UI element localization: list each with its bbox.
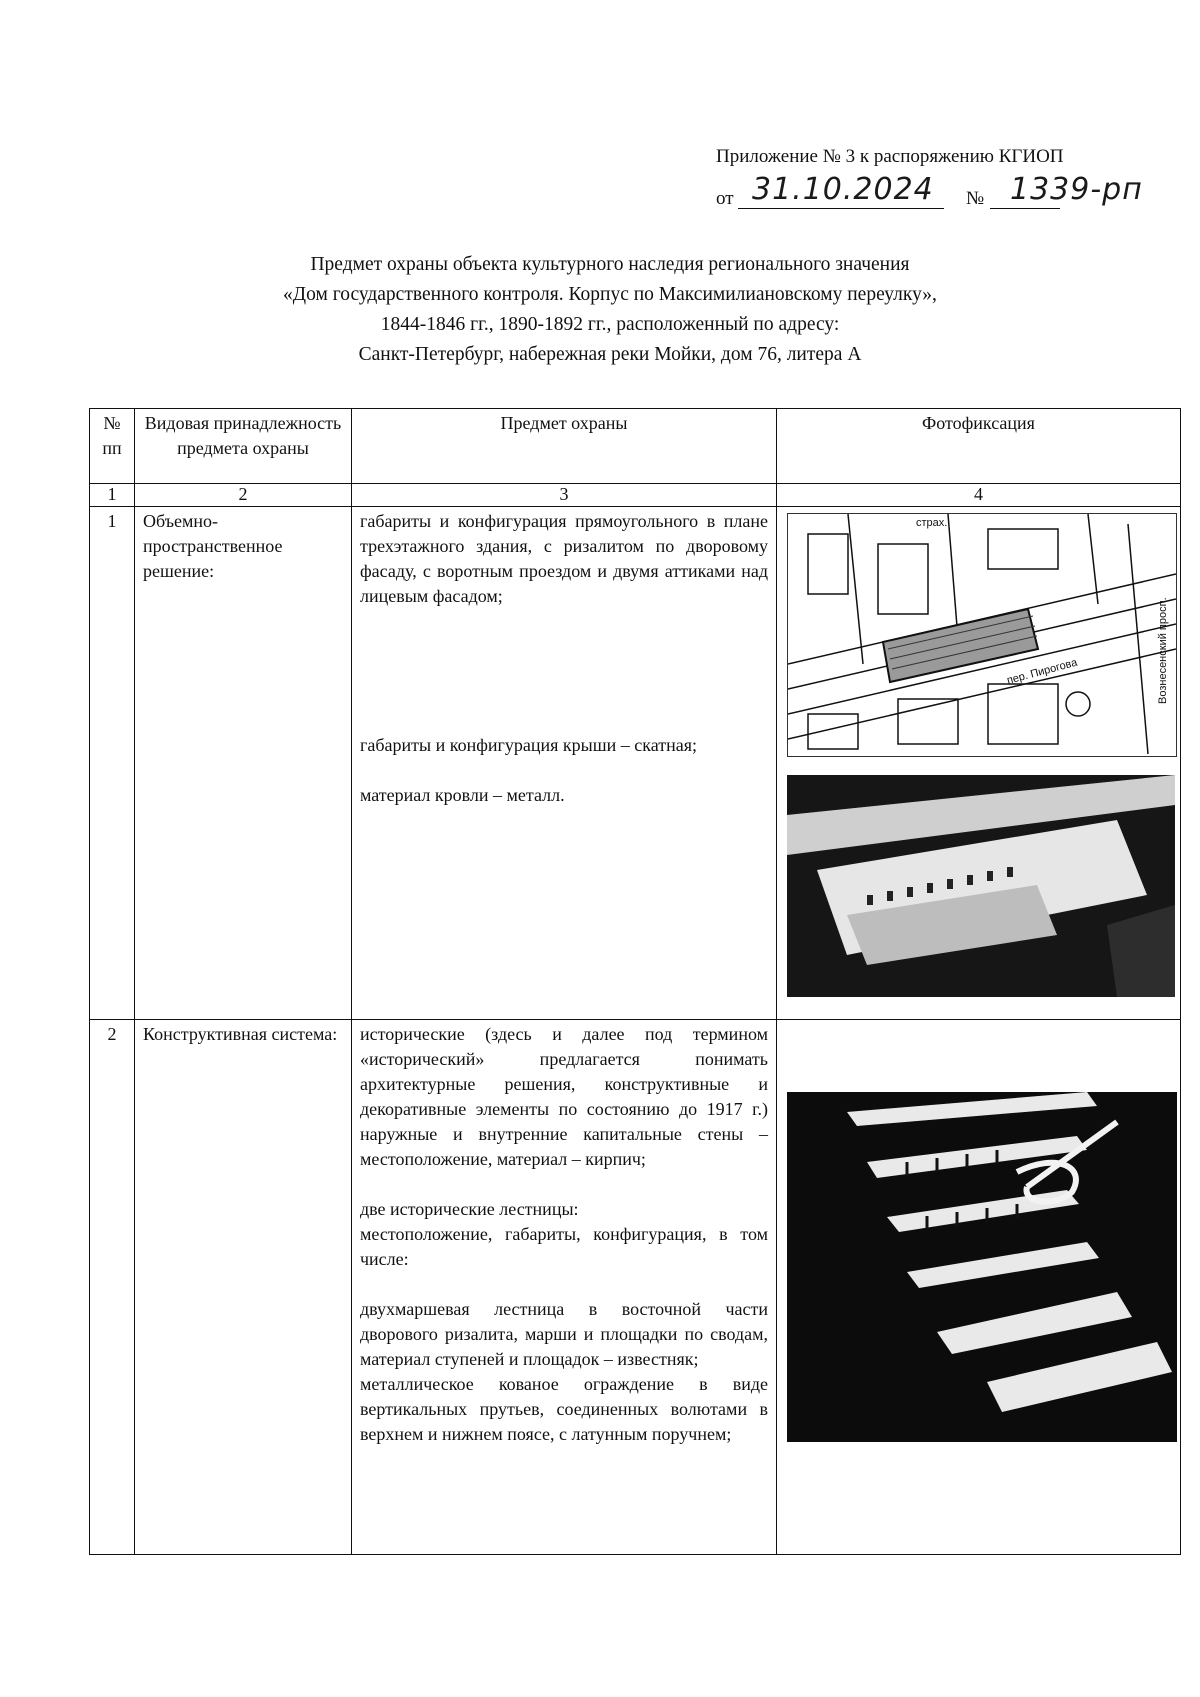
row-subject	[352, 507, 777, 1020]
header-subject: Предмет охраны	[352, 409, 777, 484]
site-map-image	[787, 513, 1177, 757]
col-number: 3	[352, 484, 777, 507]
aerial-photo	[787, 775, 1175, 997]
subject-paragraph: габариты и конфигурация прямоугольного в плане трехэтажного здания, с ризалитом по дворовому фасаду, с воротным проездом и двумя аттиками над лицевым фасадом;	[360, 511, 768, 606]
appendix-line: Приложение № 3 к распоряжению КГИОП	[716, 146, 1064, 167]
number-prefix: №	[966, 188, 985, 209]
subject-paragraph: двухмаршевая лестница в восточной части дворового ризалита, марши и площадки по сводам, материал ступеней и площадок – известняк;	[360, 1299, 768, 1369]
column-number-row	[90, 484, 1181, 507]
number-underline	[990, 208, 1060, 209]
title-line-4: Санкт-Петербург, набережная реки Мойки, дом 76, литера А	[358, 344, 862, 365]
row-photos	[777, 507, 1181, 1020]
header-photo: Фотофиксация	[777, 409, 1181, 484]
row-photos	[777, 1020, 1181, 1555]
protection-subject-table	[89, 408, 1181, 1555]
row-number: 1	[90, 507, 135, 1020]
col-number: 2	[135, 484, 352, 507]
map-avenue-label: Вознесенский просп.	[1157, 597, 1169, 704]
table-row	[90, 507, 1181, 1020]
subject-paragraph: две исторические лестницы:	[360, 1199, 579, 1219]
subject-paragraph: металлическое кованое ограждение в виде вертикальных прутьев, соединенных волютами в верхнем и нижнем поясе, с латунным поручнем;	[360, 1374, 768, 1444]
map-drawing	[788, 514, 1176, 756]
col-number: 4	[777, 484, 1181, 507]
title-line-2: «Дом государственного контроля. Корпус по Максимилиановскому переулку»,	[283, 284, 937, 305]
aerial-photo-drawing	[787, 775, 1175, 997]
subject-paragraph: материал кровли – металл.	[360, 785, 565, 805]
row-subject	[352, 1020, 777, 1555]
staircase-photo	[787, 1092, 1177, 1442]
title-line-1: Предмет охраны объекта культурного наследия регионального значения	[310, 254, 910, 275]
map-label-strah: страх.	[916, 517, 948, 529]
subject-paragraph: исторические (здесь и далее под термином «исторический» предлагается понимать архитектурные решения, конструктивные и декоративные элементы по состоянию до 1917 г.) наружные и внутренние капитальные стены – местоположение, материал – кирпич;	[360, 1024, 768, 1169]
subject-paragraph: габариты и конфигурация крыши – скатная;	[360, 735, 698, 755]
date-prefix: от	[716, 188, 734, 209]
col-number: 1	[90, 484, 135, 507]
map-street-label: пер. Пирогова	[1005, 656, 1079, 687]
table-row	[90, 1020, 1181, 1555]
row-type: Объемно-пространственное решение:	[135, 507, 352, 1020]
row-type: Конструктивная система:	[135, 1020, 352, 1555]
table-header-row	[90, 409, 1181, 484]
subject-paragraph: местоположение, габариты, конфигурация, в том числе:	[360, 1224, 768, 1269]
date-underline	[738, 208, 944, 209]
header-num: № пп	[90, 409, 135, 484]
handwritten-number: 1339-рп	[1010, 172, 1143, 207]
document-title	[90, 250, 1130, 370]
title-line-3: 1844-1846 гг., 1890-1892 гг., расположенный по адресу:	[380, 314, 840, 335]
row-number: 2	[90, 1020, 135, 1555]
handwritten-date: 31.10.2024	[752, 172, 934, 207]
header-type: Видовая принадлежность предмета охраны	[135, 409, 352, 484]
staircase-photo-drawing	[787, 1092, 1177, 1442]
